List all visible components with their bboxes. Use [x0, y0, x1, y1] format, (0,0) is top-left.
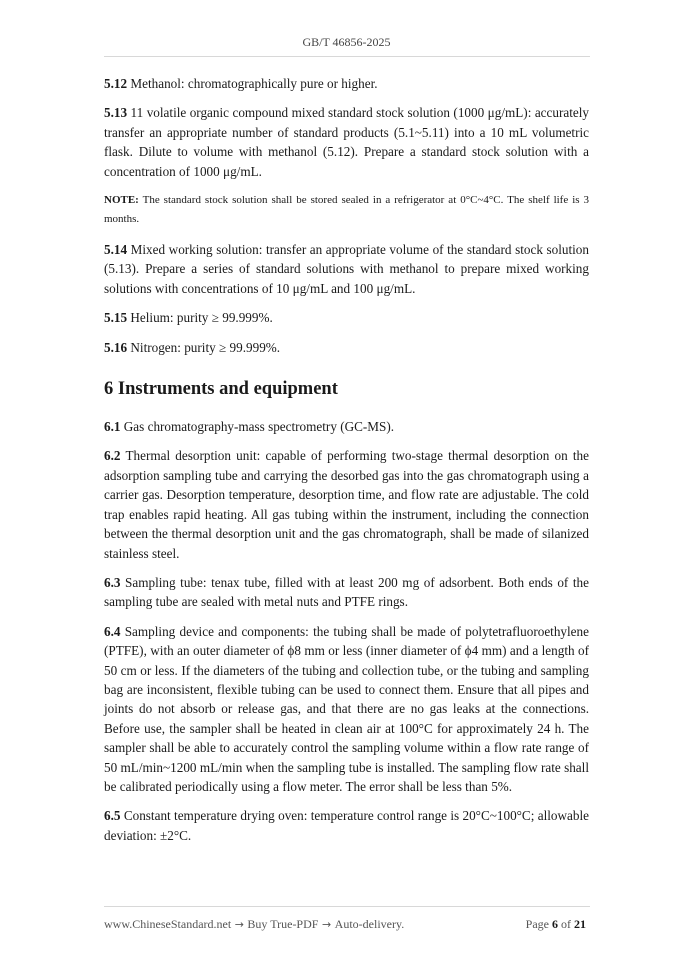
clause-text: Helium: purity ≥ 99.999%. [127, 310, 273, 326]
note-label: NOTE: [104, 194, 139, 207]
clause-text: Nitrogen: purity ≥ 99.999%. [127, 339, 281, 355]
section-heading: 6 Instruments and equipment [104, 379, 338, 400]
delivery-text: Auto-delivery. [334, 917, 405, 931]
of-label: of [558, 917, 574, 931]
clause-text: 11 volatile organic compound mixed standard stock solution (1000 μg/mL): accurately transfer an appropriate number of standard products (5.1~5.11) into a 10 mL volumetric flask. Dilute to volume with methanol (5.12). Prepare a standard stock solution with a concentration of 1000 μg/mL. [104, 105, 589, 179]
clause-text: Constant temperature drying oven: temperature control range is 20°C~100°C; allowable deviation: ±2°C. [104, 808, 589, 843]
clause-5-12 [104, 74, 589, 93]
header-divider [104, 56, 590, 57]
clause-number: 5.14 [104, 242, 128, 258]
document-header [0, 35, 693, 50]
clause-number: 5.12 [104, 76, 128, 91]
clause-number: 5.15 [104, 310, 128, 326]
note-text: The standard stock solution shall be stored sealed in a refrigerator at 0°C~4°C. The shelf life is 3 months. [104, 194, 589, 226]
page-content [104, 74, 589, 855]
clause-6-1 [104, 417, 589, 436]
clause-5-13 [104, 103, 589, 181]
clause-number: 5.16 [104, 339, 128, 355]
clause-text: Sampling tube: tenax tube, filled with at least 200 mg of adsorbent. Both ends of the sampling tube are sealed with metal nuts and PTFE rings. [104, 574, 589, 610]
page-indicator [526, 917, 586, 932]
note [104, 191, 589, 229]
page-total: 21 [574, 917, 586, 931]
clause-number: 6.3 [104, 574, 121, 590]
page-label: Page [525, 917, 552, 931]
footer-promo [104, 917, 404, 932]
clause-5-15 [104, 308, 589, 327]
clause-5-14 [104, 240, 589, 298]
clause-number: 6.2 [104, 448, 121, 464]
clause-text: Thermal desorption unit: capable of performing two-stage thermal desorption on the adsorption sampling tube and carrying the desorbed gas into the gas chromatograph using a carrier gas. Desorption temperature, desorption time, and flow rate are adjustable. The cold trap enables rapid heating. All gas tubing within the instrument, including the connection between the thermal desorption unit and the gas chromatograph, shall be made of silanized stainless steel. [104, 448, 589, 561]
arrow-right-icon: → [318, 918, 335, 931]
clause-text: Methanol: chromatographically pure or higher. [127, 76, 378, 91]
site-link[interactable]: www.ChineseStandard.net [104, 917, 232, 931]
clause-text: Gas chromatography-mass spectrometry (GC-MS). [120, 419, 395, 435]
footer-divider [104, 906, 590, 907]
clause-text: Mixed working solution: transfer an appropriate volume of the standard stock solution (5.13). Prepare a series of standard solutions with methanol to prepare mixed working solutions with concentrations of 10 μg/mL and 100 μg/mL. [104, 242, 589, 296]
clause-number: 5.13 [104, 105, 128, 121]
buy-link[interactable]: Buy True-PDF [247, 917, 319, 931]
clause-6-5 [104, 806, 589, 845]
clause-number: 6.1 [104, 419, 121, 435]
arrow-right-icon: → [231, 918, 248, 931]
clause-6-4 [104, 622, 589, 797]
clause-number: 6.4 [104, 623, 121, 639]
clause-number: 6.5 [104, 808, 121, 824]
clause-5-16 [104, 338, 589, 357]
page-number: 6 [552, 917, 558, 931]
clause-6-3 [104, 573, 589, 612]
document-id: GB/T 46856-2025 [302, 35, 391, 49]
clause-6-2 [104, 446, 589, 562]
clause-text: Sampling device and components: the tubing shall be made of polytetrafluoroethylene (PTFE), with an outer diameter of ϕ8 mm or less (inner diameter of ϕ4 mm) and a length of 50 cm or less. If the diameters of the tubing and collection tube, or the tubing and sampling bag are inconsistent, flexible tubing can be used to connect them. Ensure that all pipes and joints do not absorb or release gas, and that there are no gas leaks at the connections. Before use, the sampler shall be heated in clean air at 100°C for approximately 24 h. The sampler shall be able to accurately control the sampling volume within a flow rate range of 50 mL/min~1200 mL/min when the sampling tube is installed. The sampling flow rate shall be calibrated periodically using a flow meter. The error shall be less than 5%. [104, 623, 589, 794]
